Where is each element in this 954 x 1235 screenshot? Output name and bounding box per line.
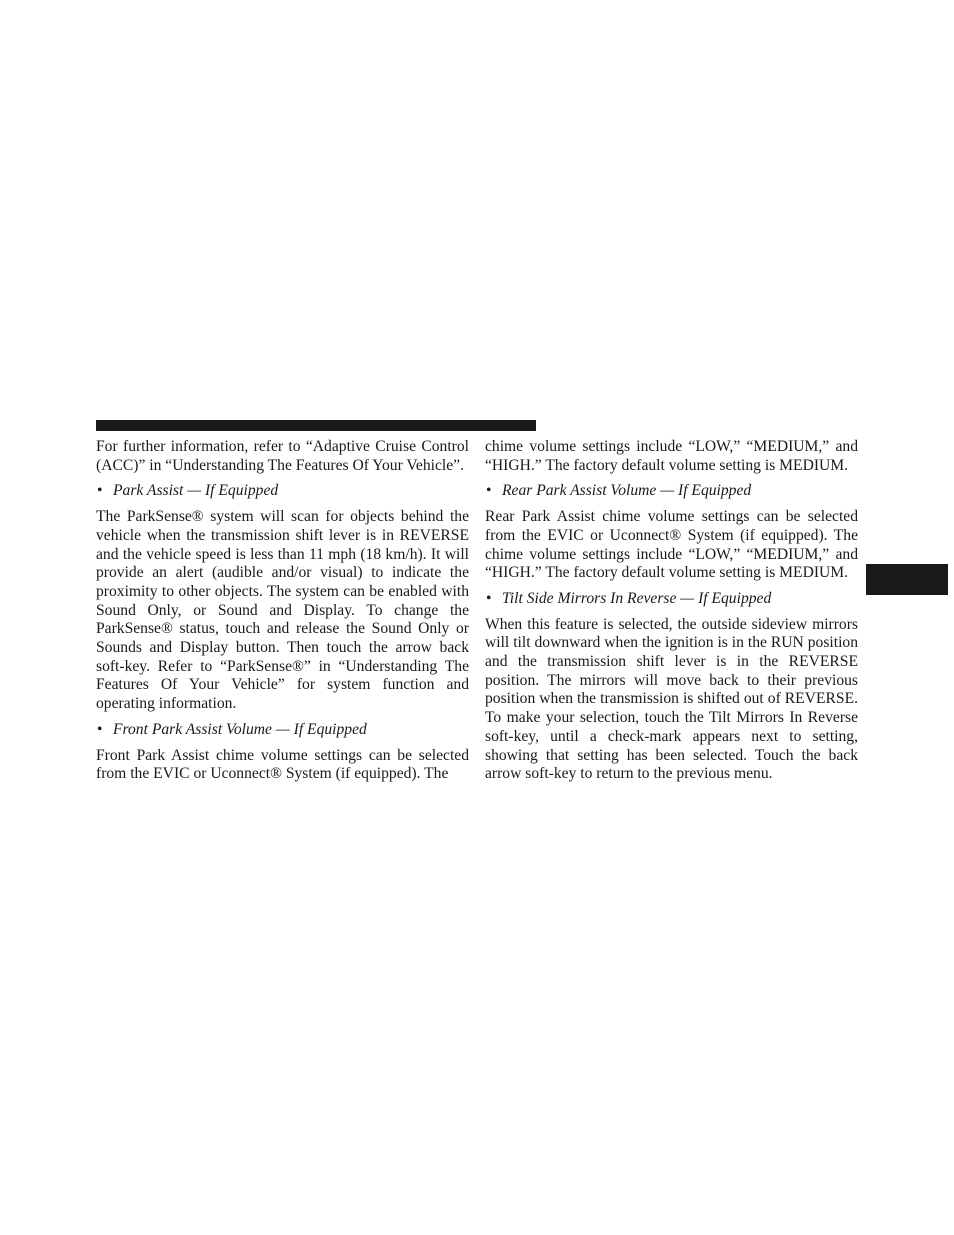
section-header-rule [96, 420, 536, 431]
right-column [485, 438, 858, 791]
bullet-front-park-assist-volume: • Front Park Assist Volume — If Equipped [96, 721, 469, 740]
paragraph-acc-reference: For further information, refer to “Adaptive Cruise Control (ACC)” in “Understanding The Features Of Your Vehicle”. [96, 438, 469, 474]
chapter-tab-marker [866, 564, 948, 595]
paragraph-front-park-assist-volume: Front Park Assist chime volume settings can be selected from the EVIC or Uconnect® System (if equipped). The [96, 746, 469, 783]
paragraph-front-volume-continued: chime volume settings include “LOW,” “MEDIUM,” and “HIGH.” The factory default volume setting is MEDIUM. [485, 438, 858, 474]
bullet-park-assist: • Park Assist — If Equipped [96, 482, 469, 501]
paragraph-parksense: The ParkSense® system will scan for objects behind the vehicle when the transmission shift lever is in REVERSE and the vehicle speed is less than 11 mph (18 km/h). It will provide an alert (audible and/or visual) to indicate the proximity to other objects. The system can be enabled with Sound Only, or Sound and Display. To change the ParkSense® status, touch and release the Sound Only or Sounds and Display button. Then touch the arrow back soft-key. Refer to “ParkSense®” in “Understanding The Features Of Your Vehicle” for system function and operating information. [96, 508, 469, 713]
left-column [96, 438, 469, 791]
paragraph-rear-park-assist-volume: Rear Park Assist chime volume settings can be selected from the EVIC or Uconnect® System (if equipped). The chime volume settings include “LOW,” “MEDIUM,” and “HIGH.” The factory default volume setting is MEDIUM. [485, 508, 858, 582]
bullet-rear-park-assist-volume: • Rear Park Assist Volume — If Equipped [485, 482, 858, 501]
bullet-tilt-side-mirrors: • Tilt Side Mirrors In Reverse — If Equipped [485, 590, 858, 609]
paragraph-tilt-side-mirrors: When this feature is selected, the outside sideview mirrors will tilt downward when the ignition is in the RUN position and the transmission shift lever is in the REVERSE position. The mirrors will move back to their previous position when the transmission is shifted out of REVERSE. To make your selection, touch the Tilt Mirrors In Reverse soft-key, until a check-mark appears next to setting, showing that setting has been selected. Touch the back arrow soft-key to return to the previous menu. [485, 615, 858, 783]
